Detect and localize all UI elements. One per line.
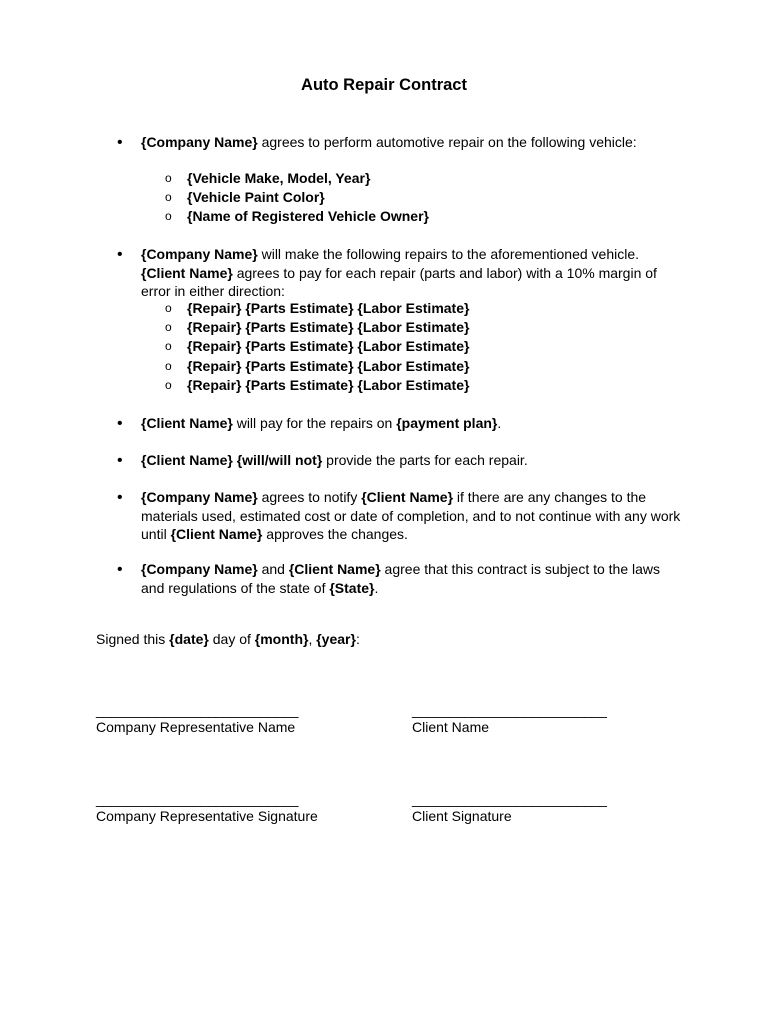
company-name-placeholder: {Company Name} [141,489,258,505]
will-will-not-placeholder: {will/will not} [236,452,323,468]
company-name-placeholder: {Company Name} [141,561,258,577]
signed-text: Signed this [96,631,170,647]
signed-text: day of [208,631,255,647]
document-title: Auto Repair Contract [301,76,467,94]
company-rep-signature-label: Company Representative Signature [96,808,318,824]
client-name-placeholder: {Client Name} [141,452,233,468]
list-item [141,318,469,337]
client-name-placeholder: {Client Name} [361,489,454,505]
paragraph-text: agrees to notify [257,489,362,505]
bullet-marker: • [117,489,123,506]
client-name-placeholder: {Client Name} [141,264,233,281]
signed-text: , [308,631,317,647]
list-item [141,207,429,226]
company-rep-name-label: Company Representative Name [96,719,296,735]
paragraph-laws [141,560,681,597]
client-name-line: __________________________ [412,702,607,718]
sub-bullet-marker: o [165,320,172,335]
vehicle-color-placeholder: {Vehicle Paint Color} [187,189,325,206]
paragraph-parts [141,451,681,470]
vehicle-owner-placeholder: {Name of Registered Vehicle Owner} [187,208,429,225]
list-item [141,188,429,207]
state-placeholder: {State} [329,579,375,596]
paragraph-repairs [141,245,681,301]
paragraph-text: and [257,561,289,577]
signed-text: : [355,631,360,647]
repair-estimate-placeholder: {Repair} {Parts Estimate} {Labor Estimate} [187,300,470,316]
list-item [141,169,429,188]
repair-estimate-placeholder: {Repair} {Parts Estimate} {Labor Estimate} [187,319,470,336]
paragraph-text: agrees to pay for each repair (parts and labor) with a 10% margin of error in either direction: [141,264,657,299]
date-placeholder: {date} [169,631,209,647]
bullet-marker: • [117,452,123,469]
repairs-list [141,299,469,395]
paragraph-payment [141,414,681,433]
client-signature-label: Client Signature [412,808,512,824]
client-signature-line: __________________________ [412,791,607,807]
sub-bullet-marker: o [165,358,172,373]
paragraph-text: . [374,579,379,596]
repair-estimate-placeholder: {Repair} {Parts Estimate} {Labor Estimate} [187,376,470,393]
company-name-placeholder: {Company Name} [141,246,258,262]
sub-bullet-marker: o [165,190,172,205]
month-placeholder: {month} [254,631,309,647]
paragraph-text: agree that this contract is subject to the laws and regulations of the state of [141,561,661,596]
sub-bullet-marker: o [165,301,172,315]
sub-bullet-marker: o [165,339,172,354]
repair-estimate-placeholder: {Repair} {Parts Estimate} {Labor Estimate} [187,357,470,374]
paragraph-text: provide the parts for each repair. [322,452,528,468]
payment-plan-placeholder: {payment plan} [396,415,498,431]
vehicle-details-list [141,169,429,227]
paragraph-text: will make the following repairs to the aforementioned vehicle. [257,246,640,262]
sub-bullet-marker: o [165,377,172,392]
paragraph-text: will pay for the repairs on [232,415,397,431]
paragraph-text: approves the changes. [262,526,408,542]
list-item [141,376,469,395]
repair-estimate-placeholder: {Repair} {Parts Estimate} {Labor Estimate} [187,338,470,355]
list-item [141,357,469,376]
sub-bullet-marker: o [165,171,172,185]
company-rep-signature-line: ___________________________ [96,791,299,807]
company-name-placeholder: {Company Name} [141,134,258,150]
paragraph-text: if there are any changes to the materials used, estimated cost or date of completion, and to not continue with any work until [141,489,681,542]
paragraph-notify [141,488,681,544]
year-placeholder: {year} [316,631,356,647]
bullet-marker: • [117,134,123,151]
bullet-marker: • [117,561,123,578]
bullet-marker: • [117,246,123,263]
sub-bullet-marker: o [165,209,172,224]
paragraph-text: agrees to perform automotive repair on the following vehicle: [257,134,637,150]
company-rep-name-line: ___________________________ [96,702,299,718]
paragraph-vehicle [141,133,681,152]
client-name-placeholder: {Client Name} [288,561,381,577]
list-item [141,299,469,318]
paragraph-text: . [497,415,502,431]
client-name-label: Client Name [412,719,490,735]
client-name-placeholder: {Client Name} [141,415,233,431]
client-name-placeholder: {Client Name} [170,526,263,542]
list-item [141,337,469,356]
vehicle-make-placeholder: {Vehicle Make, Model, Year} [187,170,371,186]
bullet-marker: • [117,415,123,432]
signed-date-line [96,631,360,647]
